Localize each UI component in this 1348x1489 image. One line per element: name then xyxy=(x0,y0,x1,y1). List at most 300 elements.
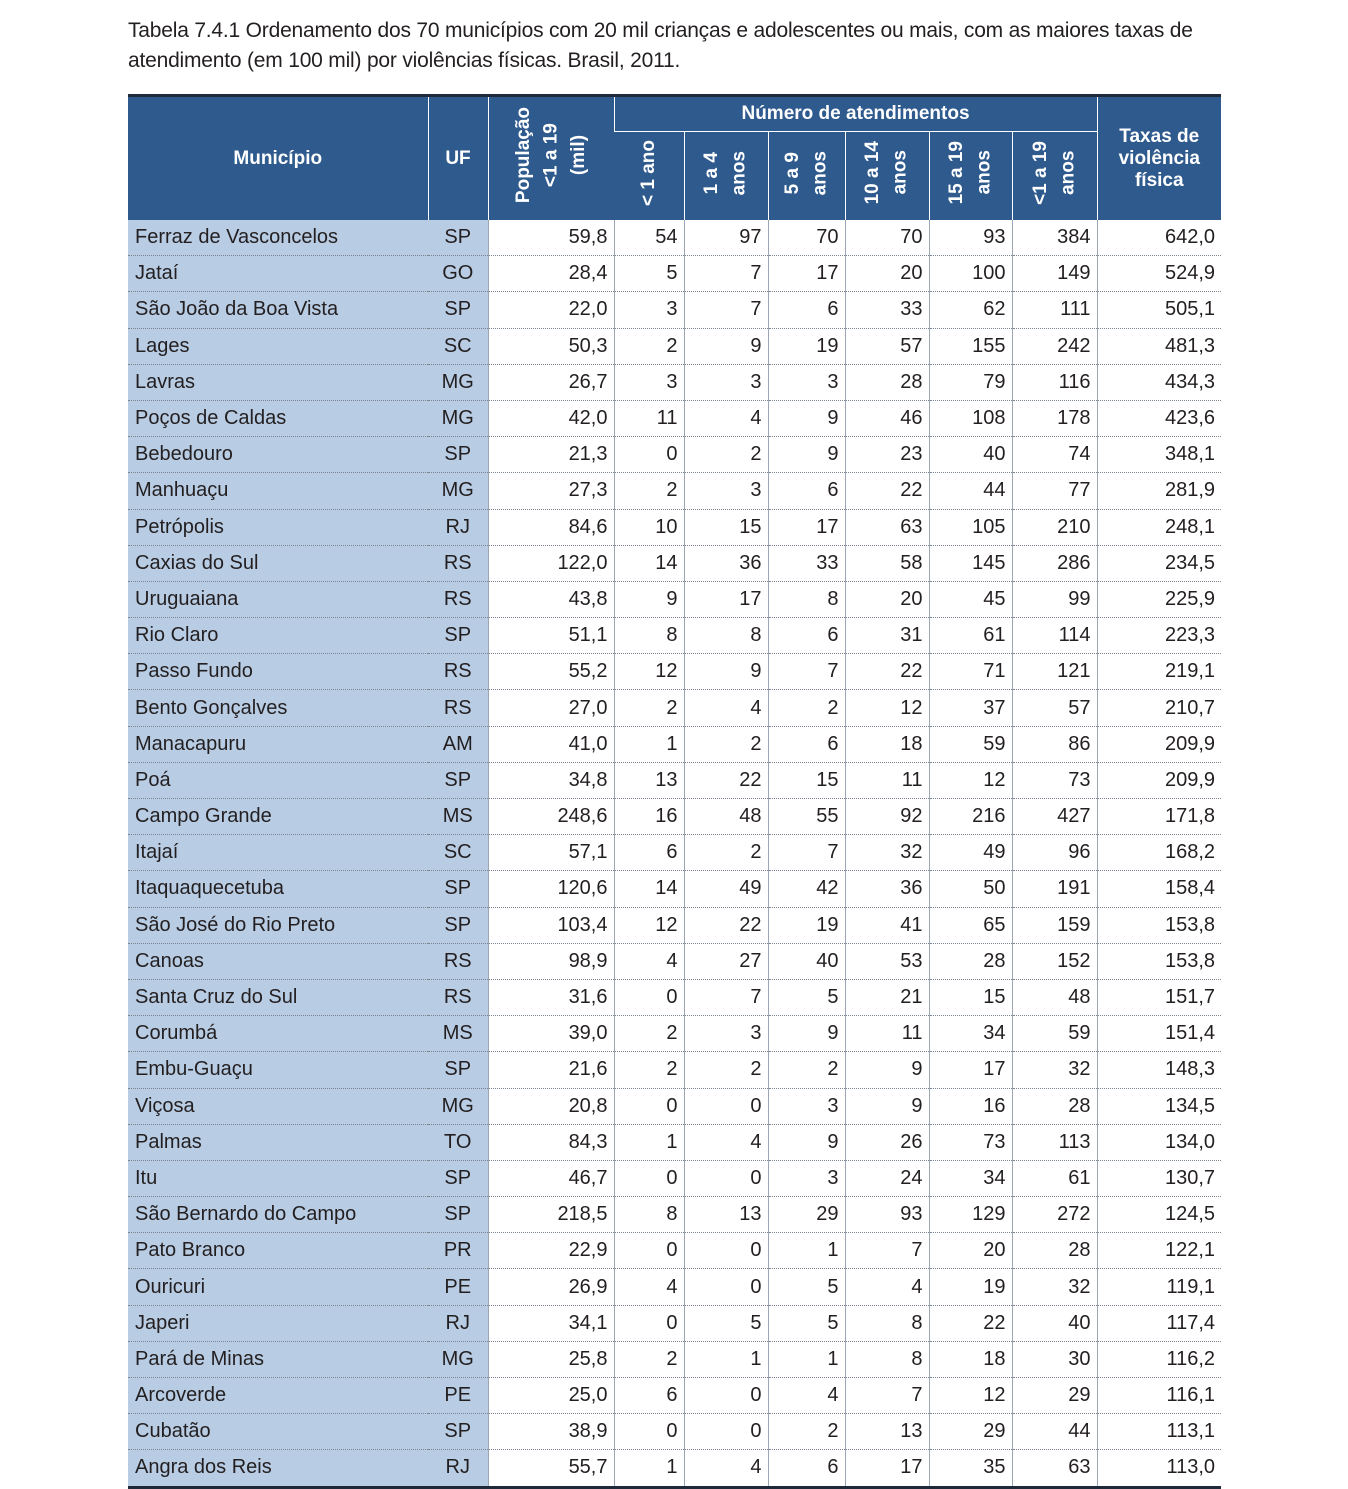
5-a-9-anos-cell: 1 xyxy=(768,1341,845,1377)
populacao-cell: 43,8 xyxy=(488,581,614,617)
menor-1-ano-cell: 0 xyxy=(614,437,684,473)
15-a-19-anos-cell: 17 xyxy=(929,1052,1012,1088)
header-10-a-14-l2: anos xyxy=(890,150,911,196)
total-1-a-19-cell: 149 xyxy=(1012,256,1097,292)
total-1-a-19-cell: 63 xyxy=(1012,1450,1097,1487)
15-a-19-anos-cell: 129 xyxy=(929,1197,1012,1233)
15-a-19-anos-cell: 73 xyxy=(929,1124,1012,1160)
1-a-4-anos-cell: 22 xyxy=(684,907,768,943)
taxa-cell: 348,1 xyxy=(1097,437,1221,473)
5-a-9-anos-cell: 19 xyxy=(768,328,845,364)
menor-1-ano-cell: 14 xyxy=(614,871,684,907)
table-row xyxy=(128,1341,1221,1377)
header-numero-atendimentos: Número de atendimentos xyxy=(614,96,1097,132)
table-row xyxy=(128,1450,1221,1487)
table-row xyxy=(128,762,1221,798)
municipio-cell: Santa Cruz do Sul xyxy=(128,979,428,1015)
populacao-cell: 21,3 xyxy=(488,437,614,473)
1-a-4-anos-cell: 3 xyxy=(684,364,768,400)
municipio-cell: Arcoverde xyxy=(128,1378,428,1414)
menor-1-ano-cell: 1 xyxy=(614,1124,684,1160)
total-1-a-19-cell: 427 xyxy=(1012,799,1097,835)
1-a-4-anos-cell: 0 xyxy=(684,1233,768,1269)
5-a-9-anos-cell: 7 xyxy=(768,654,845,690)
15-a-19-anos-cell: 50 xyxy=(929,871,1012,907)
municipio-cell: Itaquaquecetuba xyxy=(128,871,428,907)
table-row xyxy=(128,907,1221,943)
15-a-19-anos-cell: 100 xyxy=(929,256,1012,292)
taxa-cell: 209,9 xyxy=(1097,762,1221,798)
10-a-14-anos-cell: 46 xyxy=(845,400,929,436)
municipio-cell: Manacapuru xyxy=(128,726,428,762)
taxa-cell: 122,1 xyxy=(1097,1233,1221,1269)
total-1-a-19-cell: 28 xyxy=(1012,1233,1097,1269)
header-taxa-l2: violência xyxy=(1118,147,1200,169)
10-a-14-anos-cell: 32 xyxy=(845,835,929,871)
header-1-a-19-l1: <1 a 19 xyxy=(1029,141,1051,205)
10-a-14-anos-cell: 57 xyxy=(845,328,929,364)
total-1-a-19-cell: 44 xyxy=(1012,1414,1097,1450)
populacao-cell: 31,6 xyxy=(488,979,614,1015)
table-row xyxy=(128,1414,1221,1450)
header-1-a-4-l1: 1 a 4 xyxy=(701,151,723,195)
municipio-cell: Pará de Minas xyxy=(128,1341,428,1377)
header-1-a-19-anos xyxy=(1012,132,1097,221)
menor-1-ano-cell: 2 xyxy=(614,1341,684,1377)
populacao-cell: 218,5 xyxy=(488,1197,614,1233)
total-1-a-19-cell: 48 xyxy=(1012,979,1097,1015)
populacao-cell: 22,0 xyxy=(488,292,614,328)
uf-cell: RS xyxy=(428,545,488,581)
15-a-19-anos-cell: 44 xyxy=(929,473,1012,509)
populacao-cell: 84,6 xyxy=(488,509,614,545)
1-a-4-anos-cell: 13 xyxy=(684,1197,768,1233)
5-a-9-anos-cell: 29 xyxy=(768,1197,845,1233)
15-a-19-anos-cell: 62 xyxy=(929,292,1012,328)
header-populacao-l1: População xyxy=(512,107,534,204)
1-a-4-anos-cell: 17 xyxy=(684,581,768,617)
municipio-cell: Lavras xyxy=(128,364,428,400)
total-1-a-19-cell: 29 xyxy=(1012,1378,1097,1414)
populacao-cell: 51,1 xyxy=(488,618,614,654)
1-a-4-anos-cell: 36 xyxy=(684,545,768,581)
table-row xyxy=(128,400,1221,436)
municipio-cell: São José do Rio Preto xyxy=(128,907,428,943)
1-a-4-anos-cell: 4 xyxy=(684,400,768,436)
taxa-cell: 248,1 xyxy=(1097,509,1221,545)
5-a-9-anos-cell: 6 xyxy=(768,726,845,762)
uf-cell: SP xyxy=(428,871,488,907)
taxa-cell: 642,0 xyxy=(1097,220,1221,256)
total-1-a-19-cell: 159 xyxy=(1012,907,1097,943)
uf-cell: SP xyxy=(428,1414,488,1450)
10-a-14-anos-cell: 11 xyxy=(845,762,929,798)
total-1-a-19-cell: 32 xyxy=(1012,1052,1097,1088)
menor-1-ano-cell: 1 xyxy=(614,726,684,762)
populacao-cell: 25,0 xyxy=(488,1378,614,1414)
header-1-a-4-anos xyxy=(684,132,768,221)
1-a-4-anos-cell: 4 xyxy=(684,690,768,726)
uf-cell: PE xyxy=(428,1269,488,1305)
taxa-cell: 117,4 xyxy=(1097,1305,1221,1341)
municipio-cell: Rio Claro xyxy=(128,618,428,654)
uf-cell: MS xyxy=(428,1016,488,1052)
populacao-cell: 25,8 xyxy=(488,1341,614,1377)
10-a-14-anos-cell: 31 xyxy=(845,618,929,654)
5-a-9-anos-cell: 9 xyxy=(768,400,845,436)
table-row xyxy=(128,1052,1221,1088)
total-1-a-19-cell: 32 xyxy=(1012,1269,1097,1305)
uf-cell: PE xyxy=(428,1378,488,1414)
table-row xyxy=(128,581,1221,617)
taxa-cell: 234,5 xyxy=(1097,545,1221,581)
menor-1-ano-cell: 0 xyxy=(614,1414,684,1450)
uf-cell: RS xyxy=(428,581,488,617)
total-1-a-19-cell: 178 xyxy=(1012,400,1097,436)
1-a-4-anos-cell: 0 xyxy=(684,1269,768,1305)
5-a-9-anos-cell: 2 xyxy=(768,1414,845,1450)
15-a-19-anos-cell: 45 xyxy=(929,581,1012,617)
10-a-14-anos-cell: 28 xyxy=(845,364,929,400)
populacao-cell: 248,6 xyxy=(488,799,614,835)
municipio-cell: Cubatão xyxy=(128,1414,428,1450)
taxa-cell: 151,4 xyxy=(1097,1016,1221,1052)
5-a-9-anos-cell: 5 xyxy=(768,979,845,1015)
table-row xyxy=(128,654,1221,690)
total-1-a-19-cell: 384 xyxy=(1012,220,1097,256)
15-a-19-anos-cell: 29 xyxy=(929,1414,1012,1450)
10-a-14-anos-cell: 63 xyxy=(845,509,929,545)
populacao-cell: 41,0 xyxy=(488,726,614,762)
caption-line-1: Tabela 7.4.1 Ordenamento dos 70 municípios com 20 mil crianças e adolescentes ou mais, com as maiores taxas de xyxy=(128,19,1193,42)
uf-cell: MG xyxy=(428,473,488,509)
10-a-14-anos-cell: 8 xyxy=(845,1305,929,1341)
populacao-cell: 103,4 xyxy=(488,907,614,943)
15-a-19-anos-cell: 93 xyxy=(929,220,1012,256)
total-1-a-19-cell: 191 xyxy=(1012,871,1097,907)
total-1-a-19-cell: 96 xyxy=(1012,835,1097,871)
header-uf: UF xyxy=(428,96,488,221)
header-1-a-4-l2: anos xyxy=(729,150,750,196)
populacao-cell: 55,7 xyxy=(488,1450,614,1487)
taxa-cell: 168,2 xyxy=(1097,835,1221,871)
5-a-9-anos-cell: 9 xyxy=(768,1124,845,1160)
15-a-19-anos-cell: 12 xyxy=(929,1378,1012,1414)
populacao-cell: 39,0 xyxy=(488,1016,614,1052)
header-10-a-14-l1: 10 a 14 xyxy=(862,141,884,205)
1-a-4-anos-cell: 27 xyxy=(684,943,768,979)
total-1-a-19-cell: 272 xyxy=(1012,1197,1097,1233)
5-a-9-anos-cell: 40 xyxy=(768,943,845,979)
uf-cell: GO xyxy=(428,256,488,292)
5-a-9-anos-cell: 7 xyxy=(768,835,845,871)
5-a-9-anos-cell: 3 xyxy=(768,364,845,400)
5-a-9-anos-cell: 33 xyxy=(768,545,845,581)
uf-cell: RS xyxy=(428,654,488,690)
municipio-cell: Canoas xyxy=(128,943,428,979)
menor-1-ano-cell: 12 xyxy=(614,907,684,943)
menor-1-ano-cell: 54 xyxy=(614,220,684,256)
15-a-19-anos-cell: 49 xyxy=(929,835,1012,871)
5-a-9-anos-cell: 6 xyxy=(768,1450,845,1487)
municipio-cell: Pato Branco xyxy=(128,1233,428,1269)
menor-1-ano-cell: 2 xyxy=(614,1052,684,1088)
15-a-19-anos-cell: 37 xyxy=(929,690,1012,726)
populacao-cell: 98,9 xyxy=(488,943,614,979)
table-row xyxy=(128,1378,1221,1414)
municipio-cell: Campo Grande xyxy=(128,799,428,835)
table-row xyxy=(128,437,1221,473)
populacao-cell: 57,1 xyxy=(488,835,614,871)
uf-cell: RS xyxy=(428,690,488,726)
table-row xyxy=(128,328,1221,364)
menor-1-ano-cell: 2 xyxy=(614,690,684,726)
populacao-cell: 122,0 xyxy=(488,545,614,581)
1-a-4-anos-cell: 9 xyxy=(684,654,768,690)
uf-cell: RJ xyxy=(428,1305,488,1341)
populacao-cell: 59,8 xyxy=(488,220,614,256)
15-a-19-anos-cell: 19 xyxy=(929,1269,1012,1305)
5-a-9-anos-cell: 15 xyxy=(768,762,845,798)
menor-1-ano-cell: 9 xyxy=(614,581,684,617)
10-a-14-anos-cell: 26 xyxy=(845,1124,929,1160)
table-row xyxy=(128,1124,1221,1160)
populacao-cell: 42,0 xyxy=(488,400,614,436)
15-a-19-anos-cell: 28 xyxy=(929,943,1012,979)
menor-1-ano-cell: 16 xyxy=(614,799,684,835)
table-row xyxy=(128,1160,1221,1196)
total-1-a-19-cell: 74 xyxy=(1012,437,1097,473)
municipio-cell: Bento Gonçalves xyxy=(128,690,428,726)
15-a-19-anos-cell: 216 xyxy=(929,799,1012,835)
10-a-14-anos-cell: 53 xyxy=(845,943,929,979)
taxa-cell: 119,1 xyxy=(1097,1269,1221,1305)
15-a-19-anos-cell: 61 xyxy=(929,618,1012,654)
menor-1-ano-cell: 0 xyxy=(614,1088,684,1124)
table-row xyxy=(128,943,1221,979)
15-a-19-anos-cell: 15 xyxy=(929,979,1012,1015)
caption-line-2: atendimento (em 100 mil) por violências físicas. Brasil, 2011. xyxy=(128,49,681,72)
15-a-19-anos-cell: 18 xyxy=(929,1341,1012,1377)
menor-1-ano-cell: 6 xyxy=(614,1378,684,1414)
15-a-19-anos-cell: 59 xyxy=(929,726,1012,762)
menor-1-ano-cell: 0 xyxy=(614,1160,684,1196)
10-a-14-anos-cell: 70 xyxy=(845,220,929,256)
data-table xyxy=(128,94,1221,1489)
uf-cell: RS xyxy=(428,979,488,1015)
5-a-9-anos-cell: 6 xyxy=(768,292,845,328)
total-1-a-19-cell: 59 xyxy=(1012,1016,1097,1052)
menor-1-ano-cell: 2 xyxy=(614,328,684,364)
10-a-14-anos-cell: 58 xyxy=(845,545,929,581)
taxa-cell: 151,7 xyxy=(1097,979,1221,1015)
table-row xyxy=(128,690,1221,726)
5-a-9-anos-cell: 9 xyxy=(768,1016,845,1052)
taxa-cell: 505,1 xyxy=(1097,292,1221,328)
10-a-14-anos-cell: 7 xyxy=(845,1378,929,1414)
total-1-a-19-cell: 77 xyxy=(1012,473,1097,509)
menor-1-ano-cell: 11 xyxy=(614,400,684,436)
taxa-cell: 209,9 xyxy=(1097,726,1221,762)
menor-1-ano-cell: 5 xyxy=(614,256,684,292)
taxa-cell: 148,3 xyxy=(1097,1052,1221,1088)
1-a-4-anos-cell: 97 xyxy=(684,220,768,256)
15-a-19-anos-cell: 145 xyxy=(929,545,1012,581)
5-a-9-anos-cell: 42 xyxy=(768,871,845,907)
10-a-14-anos-cell: 36 xyxy=(845,871,929,907)
1-a-4-anos-cell: 1 xyxy=(684,1341,768,1377)
uf-cell: SC xyxy=(428,328,488,364)
table-row xyxy=(128,871,1221,907)
menor-1-ano-cell: 6 xyxy=(614,835,684,871)
taxa-cell: 281,9 xyxy=(1097,473,1221,509)
table-row xyxy=(128,1088,1221,1124)
uf-cell: SP xyxy=(428,220,488,256)
5-a-9-anos-cell: 3 xyxy=(768,1160,845,1196)
taxa-cell: 113,1 xyxy=(1097,1414,1221,1450)
10-a-14-anos-cell: 20 xyxy=(845,256,929,292)
populacao-cell: 120,6 xyxy=(488,871,614,907)
table-row xyxy=(128,509,1221,545)
10-a-14-anos-cell: 22 xyxy=(845,473,929,509)
5-a-9-anos-cell: 17 xyxy=(768,509,845,545)
10-a-14-anos-cell: 9 xyxy=(845,1052,929,1088)
taxa-cell: 130,7 xyxy=(1097,1160,1221,1196)
1-a-4-anos-cell: 7 xyxy=(684,292,768,328)
uf-cell: MG xyxy=(428,1341,488,1377)
table-row xyxy=(128,1016,1221,1052)
menor-1-ano-cell: 0 xyxy=(614,1233,684,1269)
table-row xyxy=(128,799,1221,835)
5-a-9-anos-cell: 17 xyxy=(768,256,845,292)
menor-1-ano-cell: 2 xyxy=(614,473,684,509)
5-a-9-anos-cell: 4 xyxy=(768,1378,845,1414)
taxa-cell: 225,9 xyxy=(1097,581,1221,617)
1-a-4-anos-cell: 7 xyxy=(684,979,768,1015)
taxa-cell: 481,3 xyxy=(1097,328,1221,364)
municipio-cell: Poá xyxy=(128,762,428,798)
menor-1-ano-cell: 1 xyxy=(614,1450,684,1487)
1-a-4-anos-cell: 3 xyxy=(684,1016,768,1052)
10-a-14-anos-cell: 92 xyxy=(845,799,929,835)
municipio-cell: Petrópolis xyxy=(128,509,428,545)
uf-cell: SP xyxy=(428,762,488,798)
5-a-9-anos-cell: 70 xyxy=(768,220,845,256)
header-municipio: Município xyxy=(128,96,428,221)
municipio-cell: Passo Fundo xyxy=(128,654,428,690)
15-a-19-anos-cell: 155 xyxy=(929,328,1012,364)
uf-cell: AM xyxy=(428,726,488,762)
10-a-14-anos-cell: 9 xyxy=(845,1088,929,1124)
table-row xyxy=(128,1197,1221,1233)
municipio-cell: Manhuaçu xyxy=(128,473,428,509)
municipio-cell: Bebedouro xyxy=(128,437,428,473)
municipio-cell: Caxias do Sul xyxy=(128,545,428,581)
1-a-4-anos-cell: 5 xyxy=(684,1305,768,1341)
table-row xyxy=(128,1305,1221,1341)
table-row xyxy=(128,1233,1221,1269)
table-row xyxy=(128,256,1221,292)
taxa-cell: 171,8 xyxy=(1097,799,1221,835)
total-1-a-19-cell: 28 xyxy=(1012,1088,1097,1124)
1-a-4-anos-cell: 2 xyxy=(684,437,768,473)
total-1-a-19-cell: 116 xyxy=(1012,364,1097,400)
5-a-9-anos-cell: 5 xyxy=(768,1269,845,1305)
1-a-4-anos-cell: 2 xyxy=(684,835,768,871)
5-a-9-anos-cell: 2 xyxy=(768,690,845,726)
10-a-14-anos-cell: 18 xyxy=(845,726,929,762)
uf-cell: SP xyxy=(428,1052,488,1088)
uf-cell: MS xyxy=(428,799,488,835)
menor-1-ano-cell: 3 xyxy=(614,292,684,328)
10-a-14-anos-cell: 22 xyxy=(845,654,929,690)
1-a-4-anos-cell: 0 xyxy=(684,1160,768,1196)
5-a-9-anos-cell: 8 xyxy=(768,581,845,617)
table-row xyxy=(128,618,1221,654)
total-1-a-19-cell: 121 xyxy=(1012,654,1097,690)
1-a-4-anos-cell: 48 xyxy=(684,799,768,835)
municipio-cell: Ouricuri xyxy=(128,1269,428,1305)
uf-cell: SC xyxy=(428,835,488,871)
menor-1-ano-cell: 8 xyxy=(614,618,684,654)
1-a-4-anos-cell: 0 xyxy=(684,1414,768,1450)
taxa-cell: 116,1 xyxy=(1097,1378,1221,1414)
municipio-cell: Japeri xyxy=(128,1305,428,1341)
taxa-cell: 153,8 xyxy=(1097,943,1221,979)
header-taxa xyxy=(1097,96,1221,221)
total-1-a-19-cell: 99 xyxy=(1012,581,1097,617)
uf-cell: SP xyxy=(428,1197,488,1233)
5-a-9-anos-cell: 55 xyxy=(768,799,845,835)
total-1-a-19-cell: 210 xyxy=(1012,509,1097,545)
municipio-cell: Lages xyxy=(128,328,428,364)
municipio-cell: Uruguaiana xyxy=(128,581,428,617)
total-1-a-19-cell: 57 xyxy=(1012,690,1097,726)
10-a-14-anos-cell: 33 xyxy=(845,292,929,328)
1-a-4-anos-cell: 15 xyxy=(684,509,768,545)
1-a-4-anos-cell: 2 xyxy=(684,1052,768,1088)
populacao-cell: 27,3 xyxy=(488,473,614,509)
header-15-a-19-l1: 15 a 19 xyxy=(945,141,967,205)
15-a-19-anos-cell: 71 xyxy=(929,654,1012,690)
table-row xyxy=(128,545,1221,581)
table-caption xyxy=(128,16,1228,76)
header-5-a-9-l1: 5 a 9 xyxy=(781,151,803,195)
populacao-cell: 26,9 xyxy=(488,1269,614,1305)
uf-cell: SP xyxy=(428,437,488,473)
table-row xyxy=(128,473,1221,509)
1-a-4-anos-cell: 0 xyxy=(684,1088,768,1124)
5-a-9-anos-cell: 6 xyxy=(768,618,845,654)
table-body xyxy=(128,220,1221,1487)
uf-cell: MG xyxy=(428,364,488,400)
municipio-cell: Palmas xyxy=(128,1124,428,1160)
populacao-cell: 21,6 xyxy=(488,1052,614,1088)
1-a-4-anos-cell: 22 xyxy=(684,762,768,798)
taxa-cell: 124,5 xyxy=(1097,1197,1221,1233)
uf-cell: TO xyxy=(428,1124,488,1160)
taxa-cell: 210,7 xyxy=(1097,690,1221,726)
5-a-9-anos-cell: 19 xyxy=(768,907,845,943)
populacao-cell: 27,0 xyxy=(488,690,614,726)
municipio-cell: Corumbá xyxy=(128,1016,428,1052)
menor-1-ano-cell: 4 xyxy=(614,943,684,979)
taxa-cell: 434,3 xyxy=(1097,364,1221,400)
15-a-19-anos-cell: 79 xyxy=(929,364,1012,400)
uf-cell: SP xyxy=(428,907,488,943)
header-15-a-19-anos xyxy=(929,132,1012,221)
10-a-14-anos-cell: 21 xyxy=(845,979,929,1015)
